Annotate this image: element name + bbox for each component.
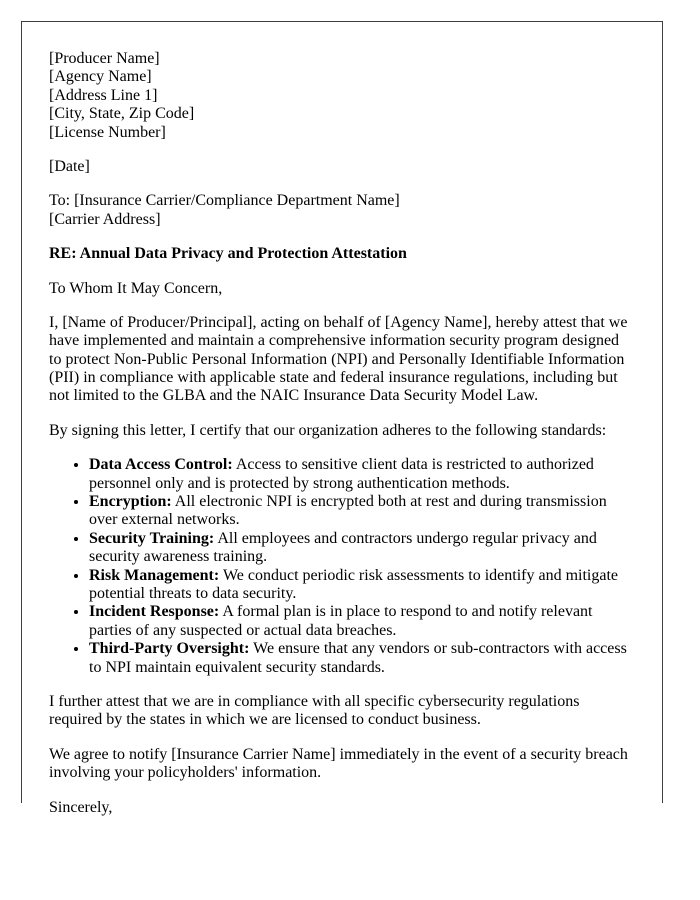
salutation: To Whom It May Concern, xyxy=(49,279,223,297)
list-item-third-party-oversight xyxy=(89,640,632,677)
sender-address-line: [Address Line 1] xyxy=(49,86,158,104)
list-item-encryption xyxy=(89,493,632,530)
standards-list xyxy=(49,456,632,677)
standard-text: We conduct periodic risk assessments to identify and mitigate potential threats to data security. xyxy=(89,566,618,602)
sender-city-state-zip: [City, State, Zip Code] xyxy=(49,105,195,123)
list-item-security-training xyxy=(89,530,632,567)
sender-address-block xyxy=(49,50,632,142)
compliance-paragraph: I further attest that we are in compliance with all specific cybersecurity regulations required by the states in which we are licensed to conduct business. xyxy=(49,692,580,729)
standard-label: Risk Management: xyxy=(89,566,220,584)
standard-text: Access to sensitive client data is restricted to authorized personnel only and is protected by strong authentication methods. xyxy=(89,456,594,492)
list-item-data-access-control xyxy=(89,456,632,493)
subject-line: RE: Annual Data Privacy and Protection Attestation xyxy=(49,245,407,263)
sender-producer-name: [Producer Name] xyxy=(49,50,160,67)
sender-agency-name: [Agency Name] xyxy=(49,68,152,86)
standard-label: Encryption: xyxy=(89,493,172,511)
notification-paragraph: We agree to notify [Insurance Carrier Name] immediately in the event of a security breach involving your policyholders' information. xyxy=(49,745,628,782)
letter-container xyxy=(21,21,663,816)
standard-text: All employees and contractors undergo regular privacy and security awareness training. xyxy=(89,529,597,566)
standard-label: Data Access Control: xyxy=(89,456,233,474)
closing: Sincerely, xyxy=(49,798,113,816)
standard-label: Incident Response: xyxy=(89,603,220,621)
standards-intro: By signing this letter, I certify that our organization adheres to the following standards: xyxy=(49,421,607,439)
standard-text: All electronic NPI is encrypted both at rest and during transmission over external networks. xyxy=(89,493,607,529)
sender-license-number: [License Number] xyxy=(49,123,166,141)
list-item-risk-management xyxy=(89,567,632,604)
recipient-block xyxy=(49,192,632,229)
standard-text: We ensure that any vendors or sub-contractors with access to NPI maintain equivalent security standards. xyxy=(89,640,627,676)
standard-label: Third-Party Oversight: xyxy=(89,640,250,658)
recipient-address-line: [Carrier Address] xyxy=(49,210,161,228)
recipient-name-line: To: [Insurance Carrier/Compliance Department Name] xyxy=(49,192,400,210)
letter-date: [Date] xyxy=(49,157,90,175)
standard-label: Security Training: xyxy=(89,529,215,547)
attestation-paragraph: I, [Name of Producer/Principal], acting on behalf of [Agency Name], hereby attest that we have implemented and maintain a comprehensive information security program designed to protect Non-Public Personal Information (NPI) and Personally Identifiable Information (PII) in compliance with applicable state and federal insurance regulations, including but not limited to the GLBA and the NAIC Insurance Data Security Model Law. xyxy=(49,313,628,405)
list-item-incident-response xyxy=(89,603,632,640)
standard-text: A formal plan is in place to respond to and notify relevant parties of any suspected or actual data breaches. xyxy=(89,603,593,639)
